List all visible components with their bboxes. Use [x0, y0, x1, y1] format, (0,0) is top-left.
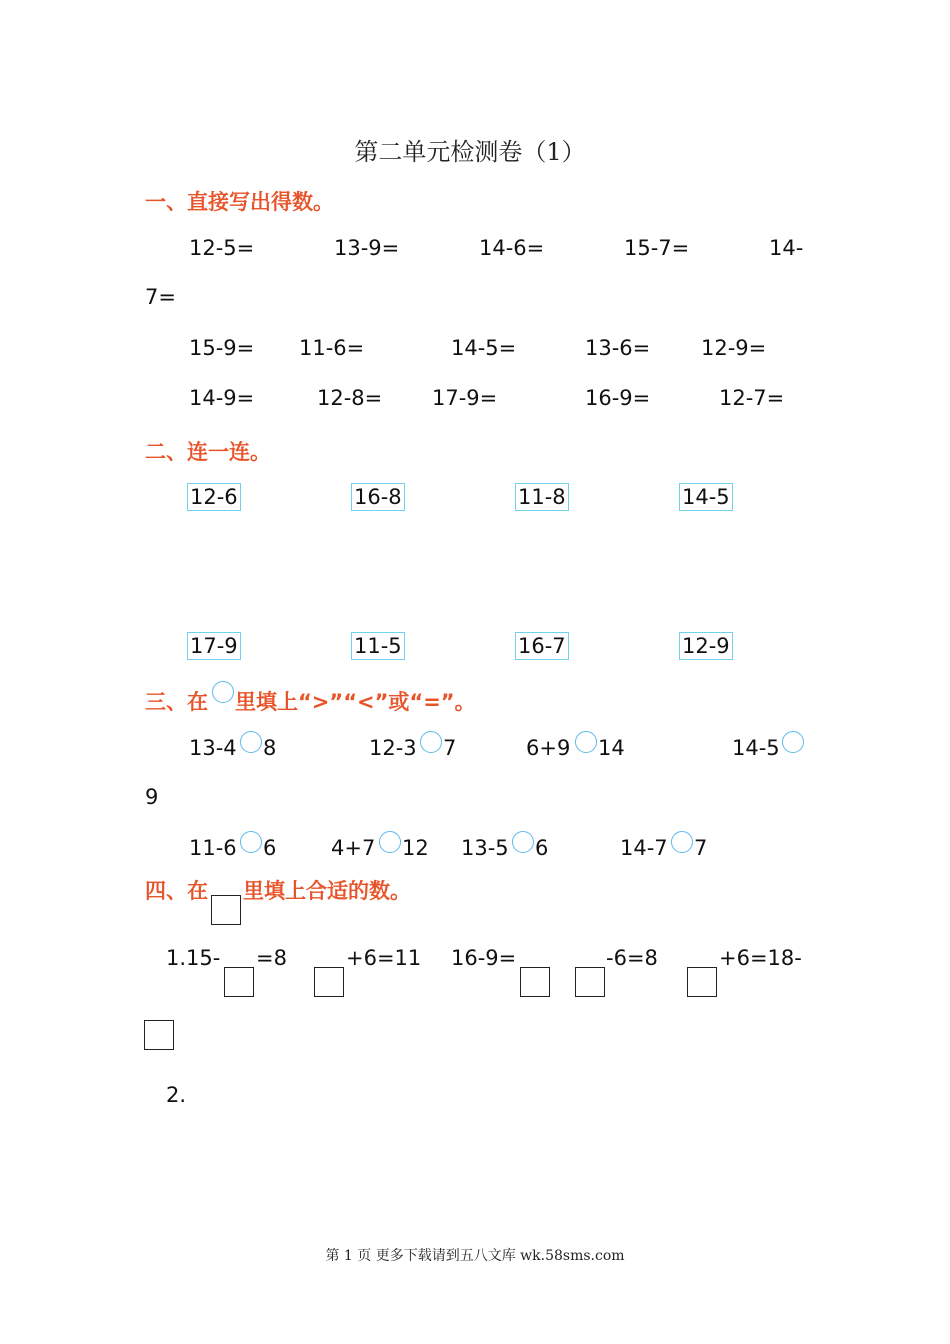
compare-left: 12-3: [369, 736, 417, 760]
page-footer: 第 1 页 更多下载请到五八文库 wk.58sms.com: [325, 1248, 625, 1264]
problem: 16-9=: [585, 386, 651, 410]
match-item-bottom[interactable]: 17-9: [187, 632, 241, 660]
section-3-heading-prefix: 三、在: [145, 690, 208, 714]
compare-right: 12: [402, 836, 429, 860]
fill-square-input[interactable]: [314, 967, 344, 997]
problem: 15-9=: [189, 336, 255, 360]
match-item-bottom[interactable]: 16-7: [515, 632, 569, 660]
problem: 13-6=: [585, 336, 651, 360]
match-item-top[interactable]: 14-5: [679, 483, 733, 511]
problem: 17-9=: [432, 386, 498, 410]
problem: 15-7=: [624, 236, 690, 260]
compare-circle-input[interactable]: [240, 831, 262, 853]
match-item-top[interactable]: 12-6: [187, 483, 241, 511]
blank-square-icon: [211, 895, 241, 925]
compare-circle-input[interactable]: [782, 731, 804, 753]
match-item-top[interactable]: 16-8: [351, 483, 405, 511]
compare-left: 14-5: [732, 736, 780, 760]
fill-square-input[interactable]: [520, 967, 550, 997]
fill-text: +6=18-: [719, 946, 802, 970]
fill-square-input[interactable]: [224, 967, 254, 997]
fill-text: +6=11: [346, 946, 422, 970]
section-2-heading: 二、连一连。: [145, 440, 271, 464]
problem: 12-5=: [189, 236, 255, 260]
fill-text: 1.15-: [166, 946, 221, 970]
compare-circle-input[interactable]: [420, 731, 442, 753]
compare-right: 6: [535, 836, 549, 860]
fill-text: =8: [256, 946, 287, 970]
section-4-heading-prefix: 四、在: [145, 879, 208, 903]
section-1-heading: 一、直接写出得数。: [145, 190, 334, 214]
compare-right: 7: [694, 836, 708, 860]
problem: 12-8=: [317, 386, 383, 410]
problem: 12-9=: [701, 336, 767, 360]
compare-left: 4+7: [331, 836, 376, 860]
problem-wrap: 7=: [145, 285, 176, 309]
problem: 13-9=: [334, 236, 400, 260]
compare-right-wrap: 9: [145, 785, 159, 809]
compare-right: 14: [598, 736, 625, 760]
fill-text: 16-9=: [451, 946, 517, 970]
compare-circle-input[interactable]: [512, 831, 534, 853]
compare-left: 11-6: [189, 836, 237, 860]
compare-left: 13-4: [189, 736, 237, 760]
problem: 14-: [769, 236, 804, 260]
problem: 14-9=: [189, 386, 255, 410]
problem: 12-7=: [719, 386, 785, 410]
compare-left: 6+9: [526, 736, 571, 760]
blank-circle-icon: [212, 681, 234, 703]
section-4-heading-suffix: 里填上合适的数。: [243, 879, 411, 903]
fill-square-input[interactable]: [144, 1020, 174, 1050]
compare-left: 13-5: [461, 836, 509, 860]
page-title: 第二单元检测卷（1）: [354, 138, 586, 166]
compare-circle-input[interactable]: [671, 831, 693, 853]
compare-right: 8: [263, 736, 277, 760]
section-3-heading-suffix: 里填上“>”“<”或“=”。: [235, 690, 476, 714]
problem: 14-6=: [479, 236, 545, 260]
fill-square-input[interactable]: [575, 967, 605, 997]
fill-text: -6=8: [606, 946, 658, 970]
match-item-bottom[interactable]: 12-9: [679, 632, 733, 660]
fill-square-input[interactable]: [687, 967, 717, 997]
compare-right: 7: [443, 736, 457, 760]
problem: 11-6=: [299, 336, 365, 360]
match-item-top[interactable]: 11-8: [515, 483, 569, 511]
problem: 14-5=: [451, 336, 517, 360]
compare-right: 6: [263, 836, 277, 860]
compare-circle-input[interactable]: [575, 731, 597, 753]
compare-left: 14-7: [620, 836, 668, 860]
problem-2-label: 2.: [166, 1083, 187, 1107]
compare-circle-input[interactable]: [240, 731, 262, 753]
compare-circle-input[interactable]: [379, 831, 401, 853]
match-item-bottom[interactable]: 11-5: [351, 632, 405, 660]
